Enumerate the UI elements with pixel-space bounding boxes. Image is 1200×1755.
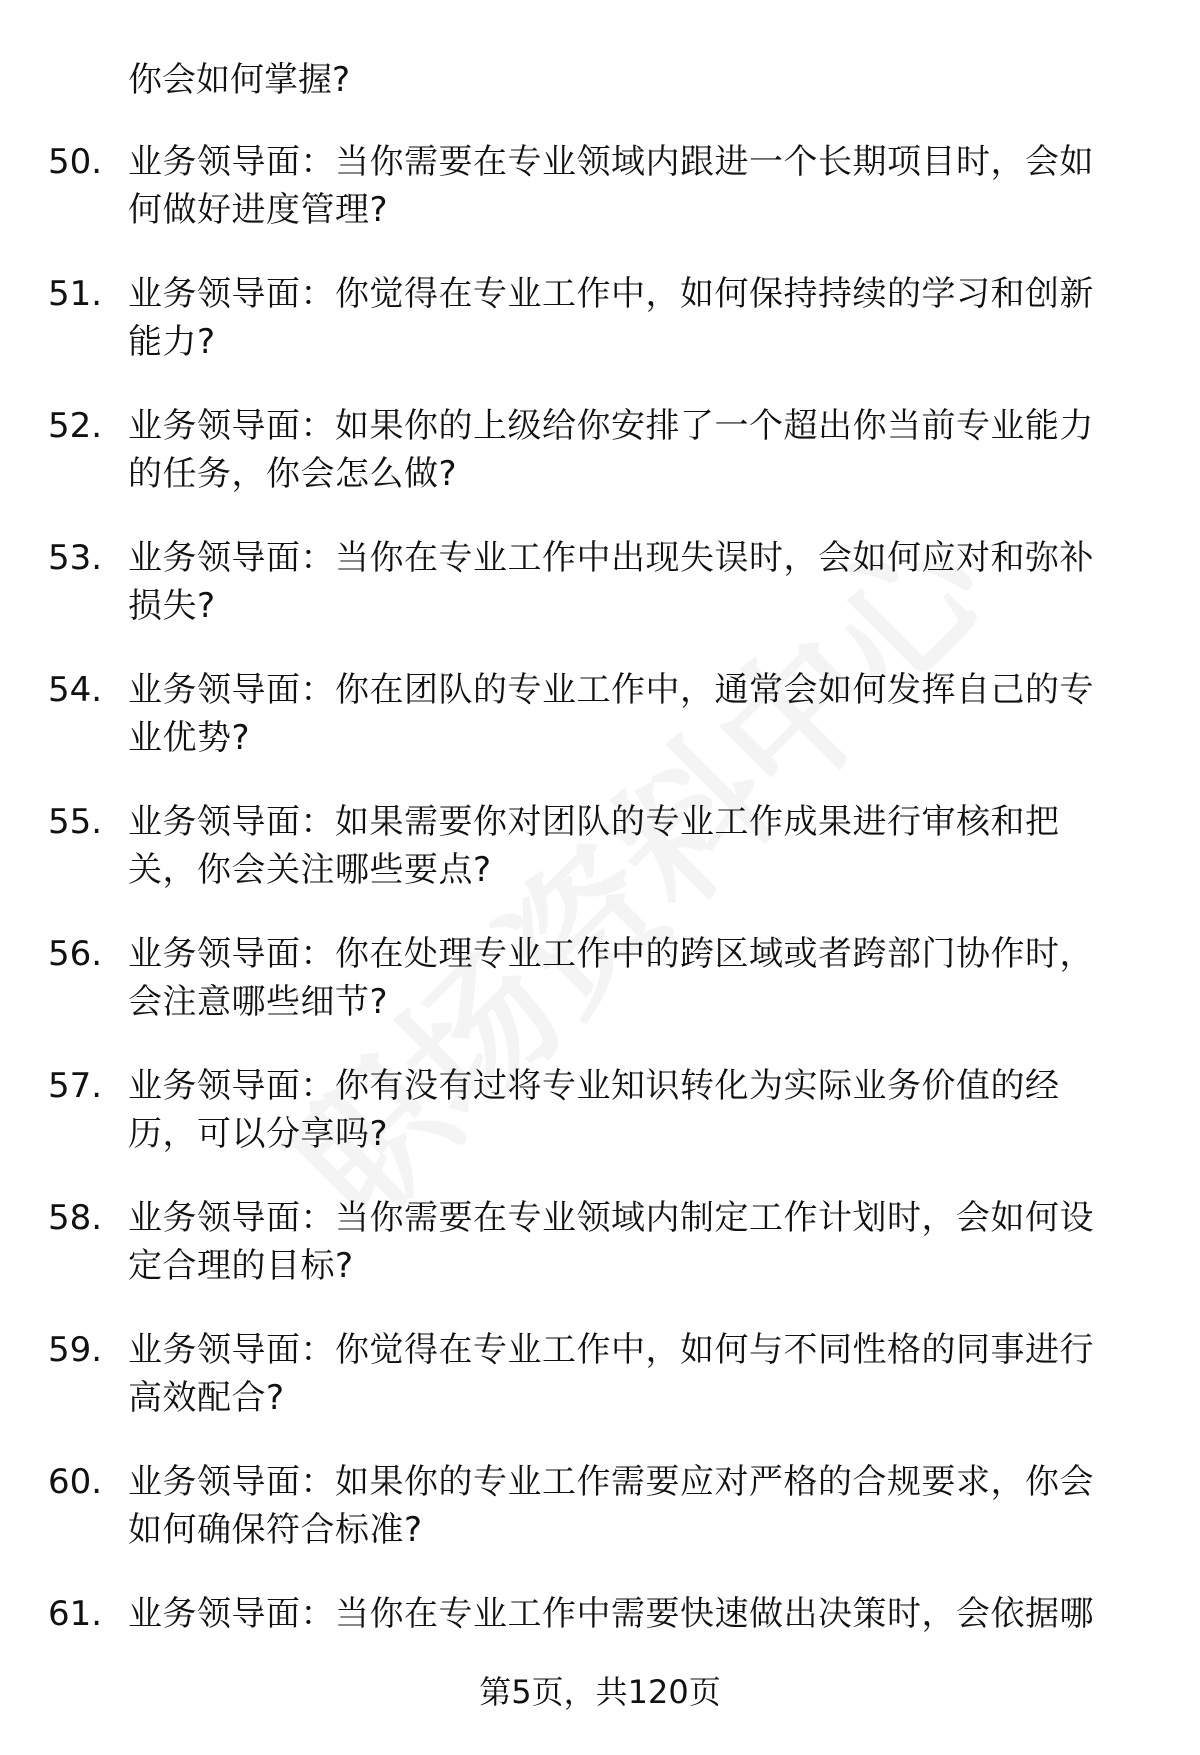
question-text: 业务领导面：如果需要你对团队的专业工作成果进行审核和把关，你会关注哪些要点? [128,802,1060,890]
question-number: 61. [48,1594,103,1634]
question-item [0,1458,1200,1590]
question-number: 60. [48,1462,103,1502]
question-list [0,138,1200,1722]
question-number: 57. [48,1066,103,1106]
question-text: 业务领导面：当你需要在专业领域内制定工作计划时，会如何设定合理的目标? [128,1198,1094,1286]
question-number: 59. [48,1330,103,1370]
question-text: 业务领导面：当你在专业工作中出现失误时，会如何应对和弥补损失? [128,538,1094,626]
question-text: 业务领导面：你觉得在专业工作中，如何与不同性格的同事进行高效配合? [128,1330,1094,1418]
question-text: 业务领导面：你在处理专业工作中的跨区域或者跨部门协作时，会注意哪些细节? [128,934,1094,1022]
question-number: 53. [48,538,103,578]
question-number: 50. [48,142,103,182]
question-item [0,138,1200,270]
question-item [0,534,1200,666]
question-text: 业务领导面：当你需要在专业领域内跟进一个长期项目时，会如何做好进度管理? [128,142,1094,230]
question-item [0,798,1200,930]
question-item [0,666,1200,798]
question-text: 业务领导面：如果你的上级给你安排了一个超出你当前专业能力的任务，你会怎么做? [128,406,1094,494]
question-number: 51. [48,274,103,314]
question-text: 业务领导面：当你在专业工作中需要快速做出决策时，会依据哪 [128,1594,1094,1634]
continuation-text: 你会如何掌握? [128,60,351,100]
question-text: 业务领导面：你在团队的专业工作中，通常会如何发挥自己的专业优势? [128,670,1094,758]
question-number: 54. [48,670,103,710]
question-item [0,1326,1200,1458]
question-number: 52. [48,406,103,446]
question-item [0,270,1200,402]
page-footer: 第5页，共120页 [479,1673,721,1711]
question-item [0,1194,1200,1326]
question-text: 业务领导面：如果你的专业工作需要应对严格的合规要求，你会如何确保符合标准? [128,1462,1094,1550]
question-number: 58. [48,1198,103,1238]
question-item [0,402,1200,534]
question-number: 55. [48,802,103,842]
question-number: 56. [48,934,103,974]
question-item [0,930,1200,1062]
question-text: 业务领导面：你觉得在专业工作中，如何保持持续的学习和创新能力? [128,274,1094,362]
question-item [0,1062,1200,1194]
question-text: 业务领导面：你有没有过将专业知识转化为实际业务价值的经历，可以分享吗? [128,1066,1060,1154]
